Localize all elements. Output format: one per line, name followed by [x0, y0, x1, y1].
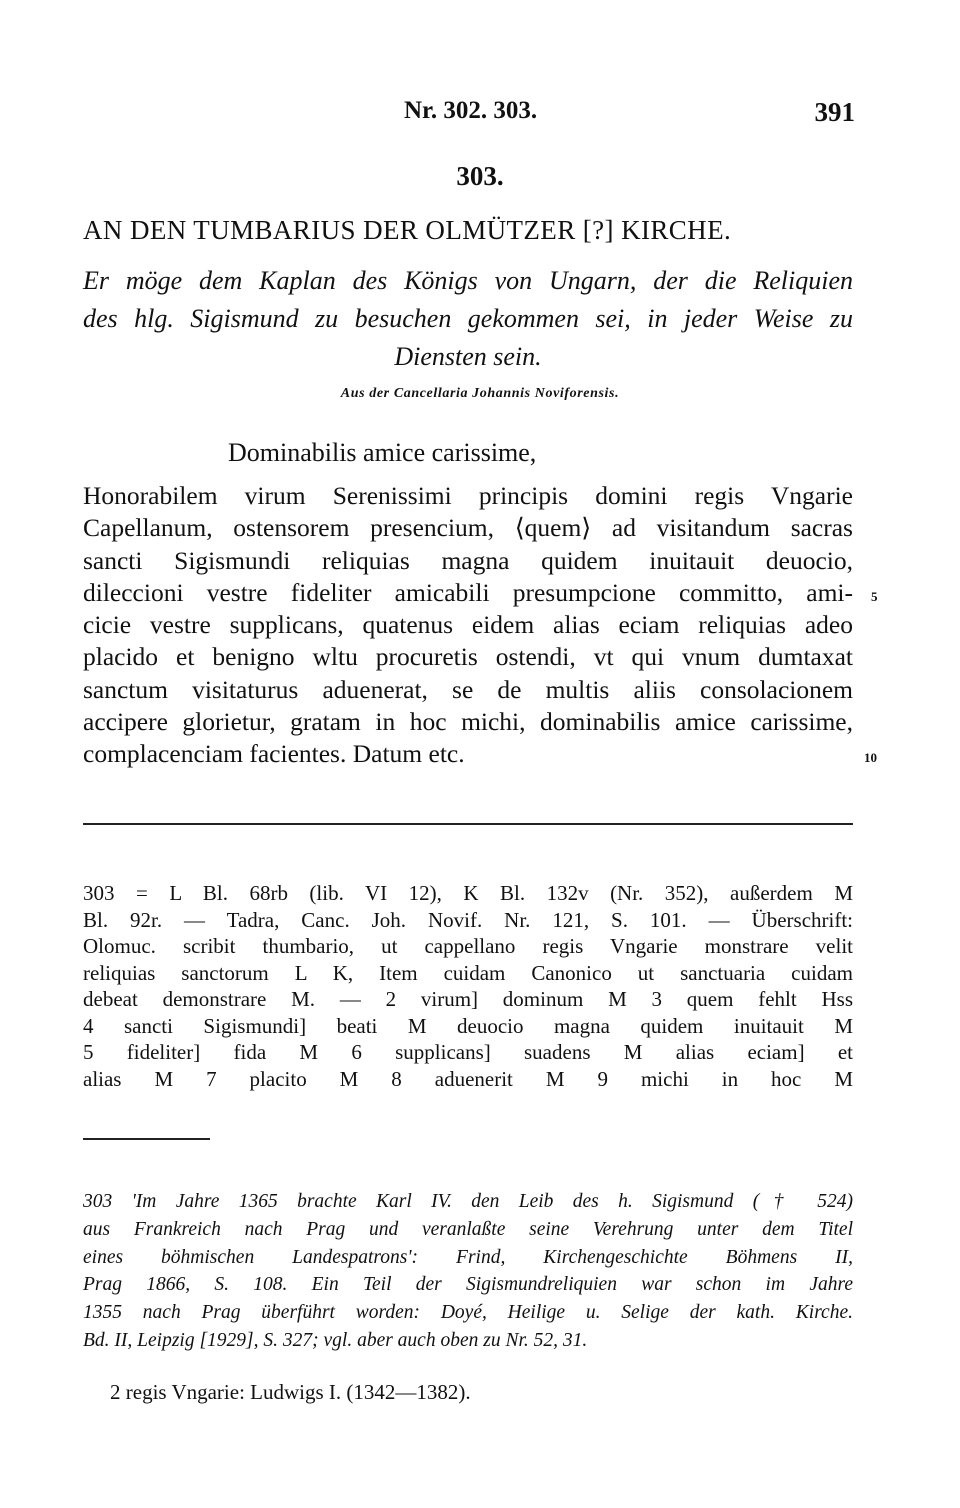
apparatus-line: 5 fideliter] fida M 6 supplicans] suadens M alias eciam] et [83, 1040, 853, 1064]
apparatus-line: Olomuc. scribit thumbario, ut cappellano regis Vngarie monstrare velit [83, 934, 853, 958]
summary-line: Diensten sein. [394, 342, 542, 371]
text-line: sanctum visitaturus aduenerat, se de multis aliis consolacionem [83, 674, 853, 704]
document-number: 303. [456, 161, 504, 191]
notes-divider [83, 1138, 210, 1140]
summary-line: Er möge dem Kaplan des Königs von Ungarn, der die Reliquien [83, 266, 853, 295]
text-line: dileccioni vestre fideliter amicabili presumpcione committo, ami- [83, 577, 853, 607]
apparatus-line: debeat demonstrare M. — 2 virum] dominum M 3 quem fehlt Hss [83, 987, 853, 1011]
note-line: Prag 1866, S. 108. Ein Teil der Sigismundreliquien war schon im Jahre [83, 1274, 853, 1296]
note-line: 303 'Im Jahre 1365 brachte Karl IV. den Leib des h. Sigismund († 524) [83, 1191, 853, 1212]
text-line: cicie vestre supplicans, quatenus eidem alias eciam reliquias adeo [83, 610, 853, 640]
source-note: Aus der Cancellaria Johannis Noviforensis. [340, 386, 620, 401]
note-line: aus Frankreich nach Prag und veranlaßte seine Verehrung unter dem Titel [83, 1218, 853, 1240]
document-title: AN DEN TUMBARIUS DER OLMÜTZER [?] KIRCHE. [83, 215, 732, 245]
text-line: Capellanum, ostensorem presencium, ⟨quem⟩ ad visitandum sacras [83, 513, 853, 543]
text-line: accipere glorietur, gratam in hoc michi, dominabilis amice carissime, [83, 707, 853, 737]
text-line: placido et benigno wltu procuretis ostendi, vt qui vnum dumtaxat [83, 642, 853, 672]
page-number: 391 [814, 97, 855, 127]
footnote-regis-vngarie: 2 regis Vngarie: Ludwigs I. (1342—1382). [110, 1380, 471, 1404]
apparatus-line: reliquias sanctorum L K, Item cuidam Canonico ut sanctuaria cuidam [83, 960, 853, 985]
line-number-5: 5 [871, 589, 878, 604]
text-line: sancti Sigismundi reliquias magna quidem inuitauit deuocio, [83, 545, 853, 575]
apparatus-divider [83, 823, 853, 825]
document-summary [83, 262, 853, 376]
salutation: Dominabilis amice carissime, [228, 438, 537, 467]
summary-line: des hlg. Sigismund zu besuchen gekommen sei, in jeder Weise zu [83, 304, 853, 333]
line-number-10: 10 [864, 750, 877, 765]
apparatus-line: alias M 7 placito M 8 aduenerit M 9 michi in hoc M [83, 1066, 853, 1091]
critical-apparatus [83, 880, 853, 1092]
apparatus-line: Bl. 92r. — Tadra, Canc. Joh. Novif. Nr. 121, S. 101. — Überschrift: [83, 907, 853, 932]
note-line: eines böhmischen Landespatrons': Frind, Kirchengeschichte Böhmens II, [83, 1246, 853, 1268]
note-line: 1355 nach Prag überführt worden: Doyé, Heilige u. Selige der kath. Kirche. [83, 1302, 853, 1324]
apparatus-line: 4 sancti Sigismundi] beati M deuocio magna quidem inuitauit M [83, 1013, 853, 1038]
text-line: complacenciam facientes. Datum etc. [83, 739, 465, 769]
apparatus-line: 303 = L Bl. 68rb (lib. VI 12), K Bl. 132v (Nr. 352), außerdem M [83, 881, 853, 905]
note-line: Bd. II, Leipzig [1929], S. 327; vgl. aber auch oben zu Nr. 52, 31. [83, 1329, 588, 1351]
historical-notes [83, 1188, 853, 1355]
text-line: Honorabilem virum Serenissimi principis domini regis Vngarie [83, 481, 853, 510]
running-title: Nr. 302. 303. [404, 97, 538, 124]
letter-body [83, 480, 853, 771]
